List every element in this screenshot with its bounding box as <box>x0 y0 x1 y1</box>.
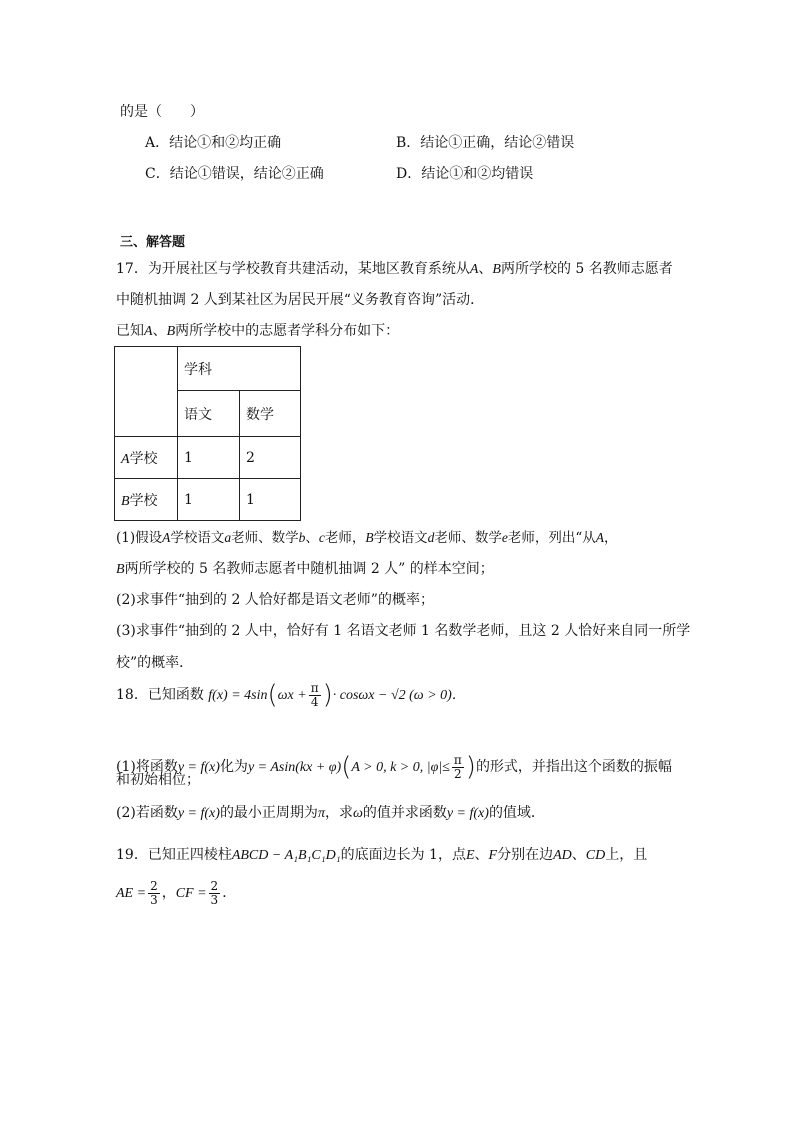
q18-part1-line2: 和初始相位； <box>116 772 200 788</box>
q16-option-b: B．结论①正确，结论②错误 <box>396 135 575 151</box>
q17-line2: 中随机抽调 2 人到某社区为居民开展“义务教育咨询”活动． <box>116 292 485 308</box>
q16-stem-end: 的是（ ） <box>120 104 204 120</box>
q17-part3-line1: (3)求事件“抽到的 2 人中，恰好有 1 名语文老师 1 名数学老师，且这 2 人恰好来自同一所学 <box>116 623 691 639</box>
q17-line1: 17．为开展社区与学校教育共建活动，某地区教育系统从A、B两所学校的 5 名教师志愿者 <box>116 261 673 277</box>
q16-option-d: D．结论①和②均错误 <box>396 166 534 182</box>
table-row-label: B学校 <box>115 479 178 521</box>
q17-line3: 已知A、B两所学校中的志愿者学科分布如下： <box>116 323 400 339</box>
q18-part2: (2)若函数y = f(x)的最小正周期为π，求ω的值并求函数y = f(x)的值域． <box>116 805 545 821</box>
two-thirds-fraction: $\frac{2}{3}$ <box>150 878 158 907</box>
q17-part1-line2: B两所学校的 5 名教师志愿者中随机抽调 2 人” 的样本空间； <box>116 561 494 577</box>
q19-line1: 19．已知正四棱柱ABCD − A₁B₁C₁D₁的底面边长为 1，点E、F分别在边AD、CD上，且 <box>116 847 648 863</box>
pi-over-4-fraction: $\frac{\pi}{4}$ <box>310 680 319 709</box>
table-header-yuwen: 语文 <box>178 391 240 437</box>
q17-part3-line2: 校”的概率． <box>116 655 194 671</box>
table-header-shuxue: 数学 <box>240 391 301 437</box>
q18-part1-line1: (1)将函数y = f(x)化为y = Asin(kx + φ)(A > 0, k > 0, |φ|≤ $\frac{\pi}{2}$ )的形式，并指出这个函数的振幅 <box>116 752 672 782</box>
table-row <box>115 479 301 521</box>
table-cell: 1 <box>178 479 240 521</box>
table-cell: 2 <box>240 437 301 479</box>
q18-stem: 18．已知函数 f(x) = 4sin(ωx + $\frac{\pi}{4}$ )· cosωx − √2 (ω > 0)． <box>116 680 466 710</box>
table-corner-cell <box>115 347 178 437</box>
table-row-label: A学校 <box>115 437 178 479</box>
pi-over-2-fraction: $\frac{\pi}{2}$ <box>453 752 462 781</box>
subject-distribution-table <box>114 346 301 521</box>
q18-function-def: f(x) = 4sin <box>208 688 268 703</box>
table-row <box>115 437 301 479</box>
two-thirds-fraction: $\frac{2}{3}$ <box>210 878 219 907</box>
q17-part2: (2)求事件“抽到的 2 人恰好都是语文老师”的概率； <box>116 592 434 608</box>
table-cell: 1 <box>240 479 301 521</box>
table-header-subject: 学科 <box>178 347 301 391</box>
q19-line2: AE = $\frac{2}{3}$ ，CF = $\frac{2}{3}$ ． <box>116 878 237 907</box>
q16-option-c: C．结论①错误，结论②正确 <box>145 166 324 182</box>
table-cell: 1 <box>178 437 240 479</box>
q16-option-a: A．结论①和②均正确 <box>145 135 282 151</box>
q17-part1-line1: (1)假设A学校语文a老师、数学b、c老师，B学校语文d老师、数学e老师，列出“从A， <box>116 530 618 546</box>
section-heading: 三、解答题 <box>120 235 186 250</box>
